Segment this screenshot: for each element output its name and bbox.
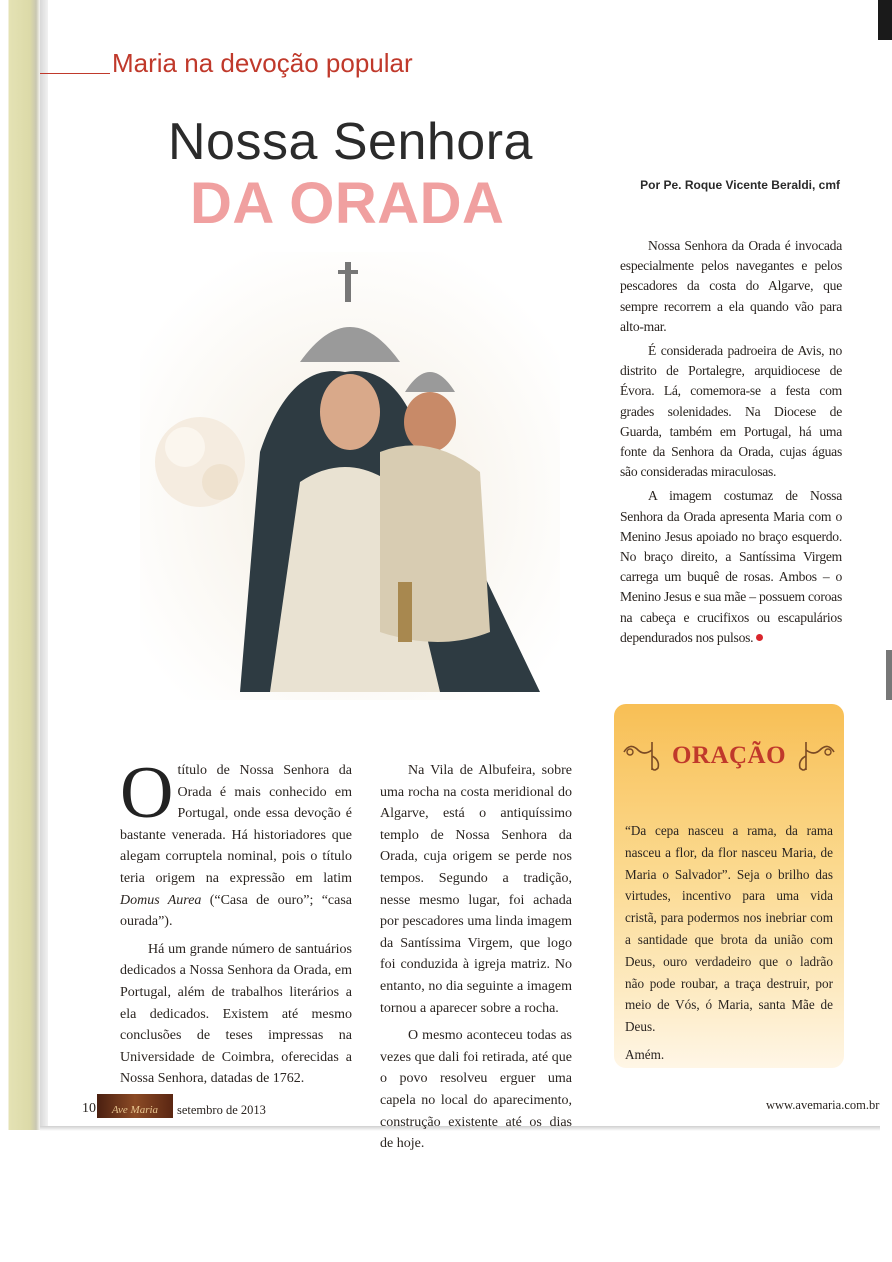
- prayer-header: [614, 738, 844, 774]
- article-title-line1: Nossa Senhora: [168, 113, 533, 171]
- website-url: www.avemaria.com.br: [766, 1098, 880, 1112]
- paragraph: [620, 486, 842, 648]
- article-title-line2: DA ORADA: [190, 171, 505, 236]
- paragraph: Há um grande número de santuários dedicados a Nossa Senhora da Orada, em Portugal, além de trabalhos literários a ela dedicados. Existem até mesmo conclusões de teses impressas na Universidade de Coimbra, oferecidas a Nossa Senhora, datadas de 1762.: [120, 941, 352, 1087]
- scan-binding-strip: [0, 0, 40, 1130]
- paragraph: [120, 752, 352, 933]
- issue-date: setembro de 2013: [177, 1103, 266, 1117]
- end-mark-icon: [756, 634, 763, 641]
- prayer-text: [625, 820, 833, 1072]
- ornament-right-icon: [792, 738, 836, 774]
- scan-mark: [878, 0, 892, 40]
- paragraph: O mesmo aconteceu todas as vezes que dali foi retirada, até que o povo resolveu erguer uma capela no local do aparecimento, construção existente até os dias de hoje.: [380, 1028, 572, 1152]
- magazine-logo: Ave Maria: [97, 1094, 173, 1118]
- drop-cap: O: [120, 752, 174, 834]
- section-label: Maria na devoção popular: [112, 48, 413, 78]
- statue-image: [140, 252, 560, 700]
- ornament-left-icon: [622, 738, 666, 774]
- byline: Por Pe. Roque Vicente Beraldi, cmf: [640, 178, 840, 192]
- paragraph: Na Vila de Albufeira, sobre uma rocha na costa meridional do Algarve, está o antiquíssimo templo de Nossa Senhora da Orada, cuja origem se perde nos tempos. Segundo a tradição, nesse mesmo lugar, foi achada por pescadores uma linda imagem da Santíssima Virgem, que logo foi conduzida à igreja matriz. No entanto, no dia seguinte a imagem tornou a aparecer sobre a rocha.: [380, 763, 572, 1016]
- page-number: 10: [82, 1101, 96, 1116]
- paragraph-text: A imagem costumaz de Nossa Senhora da Orada apresenta Maria com o Menino Jesus apoiado no braço esquerdo. No braço direito, a Santíssima Virgem carrega um buquê de rosas. Ambos – o Menino Jesus e sua mãe – possuem coroas na cabeça e crucifixos ou escapulários dependurados nos pulsos.: [620, 488, 842, 645]
- section-heading: [40, 48, 413, 79]
- paragraph-text: (“Casa de ouro”; “casa ourada”).: [120, 892, 352, 930]
- paragraph: Nossa Senhora da Orada é invocada especialmente pelos navegantes e pelos pescadores da costa do Algarve, que sempre recorrem a ela quando vão para alto-mar.: [620, 238, 842, 334]
- left-column: [120, 752, 352, 1096]
- scan-mark: [886, 650, 892, 700]
- prayer-paragraph: “Da cepa nasceu a rama, da rama nasceu a flor, da flor nasceu Maria, de Maria o Salvador”. Seja o brilho das virtudes, incentivo para uma vida cristã, para podermos nos inebriar com a santidade que brota da união com Deus, ouro verdadeiro que o ladrão não pode roubar, a traça destruir, por meio de Vós, ó Maria, santa Mãe de Deus.: [625, 823, 833, 1035]
- middle-column: [380, 760, 572, 1161]
- section-rule: [40, 73, 110, 74]
- page-edge: [40, 0, 48, 1130]
- paragraph-text: título de Nossa Senhora da Orada é mais conhecido em Portugal, onde essa devoção é bastante venerada. Há historiadores que alegam corruptela nominal, pois o título teria origem na expressão em latim: [120, 763, 352, 886]
- prayer-box: [614, 704, 844, 1068]
- intro-column: [620, 236, 842, 652]
- paragraph: É considerada padroeira de Avis, no distrito de Portalegre, arquidiocese de Évora. Lá, comemora-se a festa com grades solenidades. Na Diocese de Guarda, também em Portugal, há uma fonte da Senhora da Orada, cujas águas são consideradas miraculosas.: [620, 343, 842, 480]
- prayer-title: ORAÇÃO: [671, 742, 787, 769]
- latin-term: Domus Aurea: [120, 892, 202, 908]
- prayer-closing: Amém.: [625, 1046, 665, 1062]
